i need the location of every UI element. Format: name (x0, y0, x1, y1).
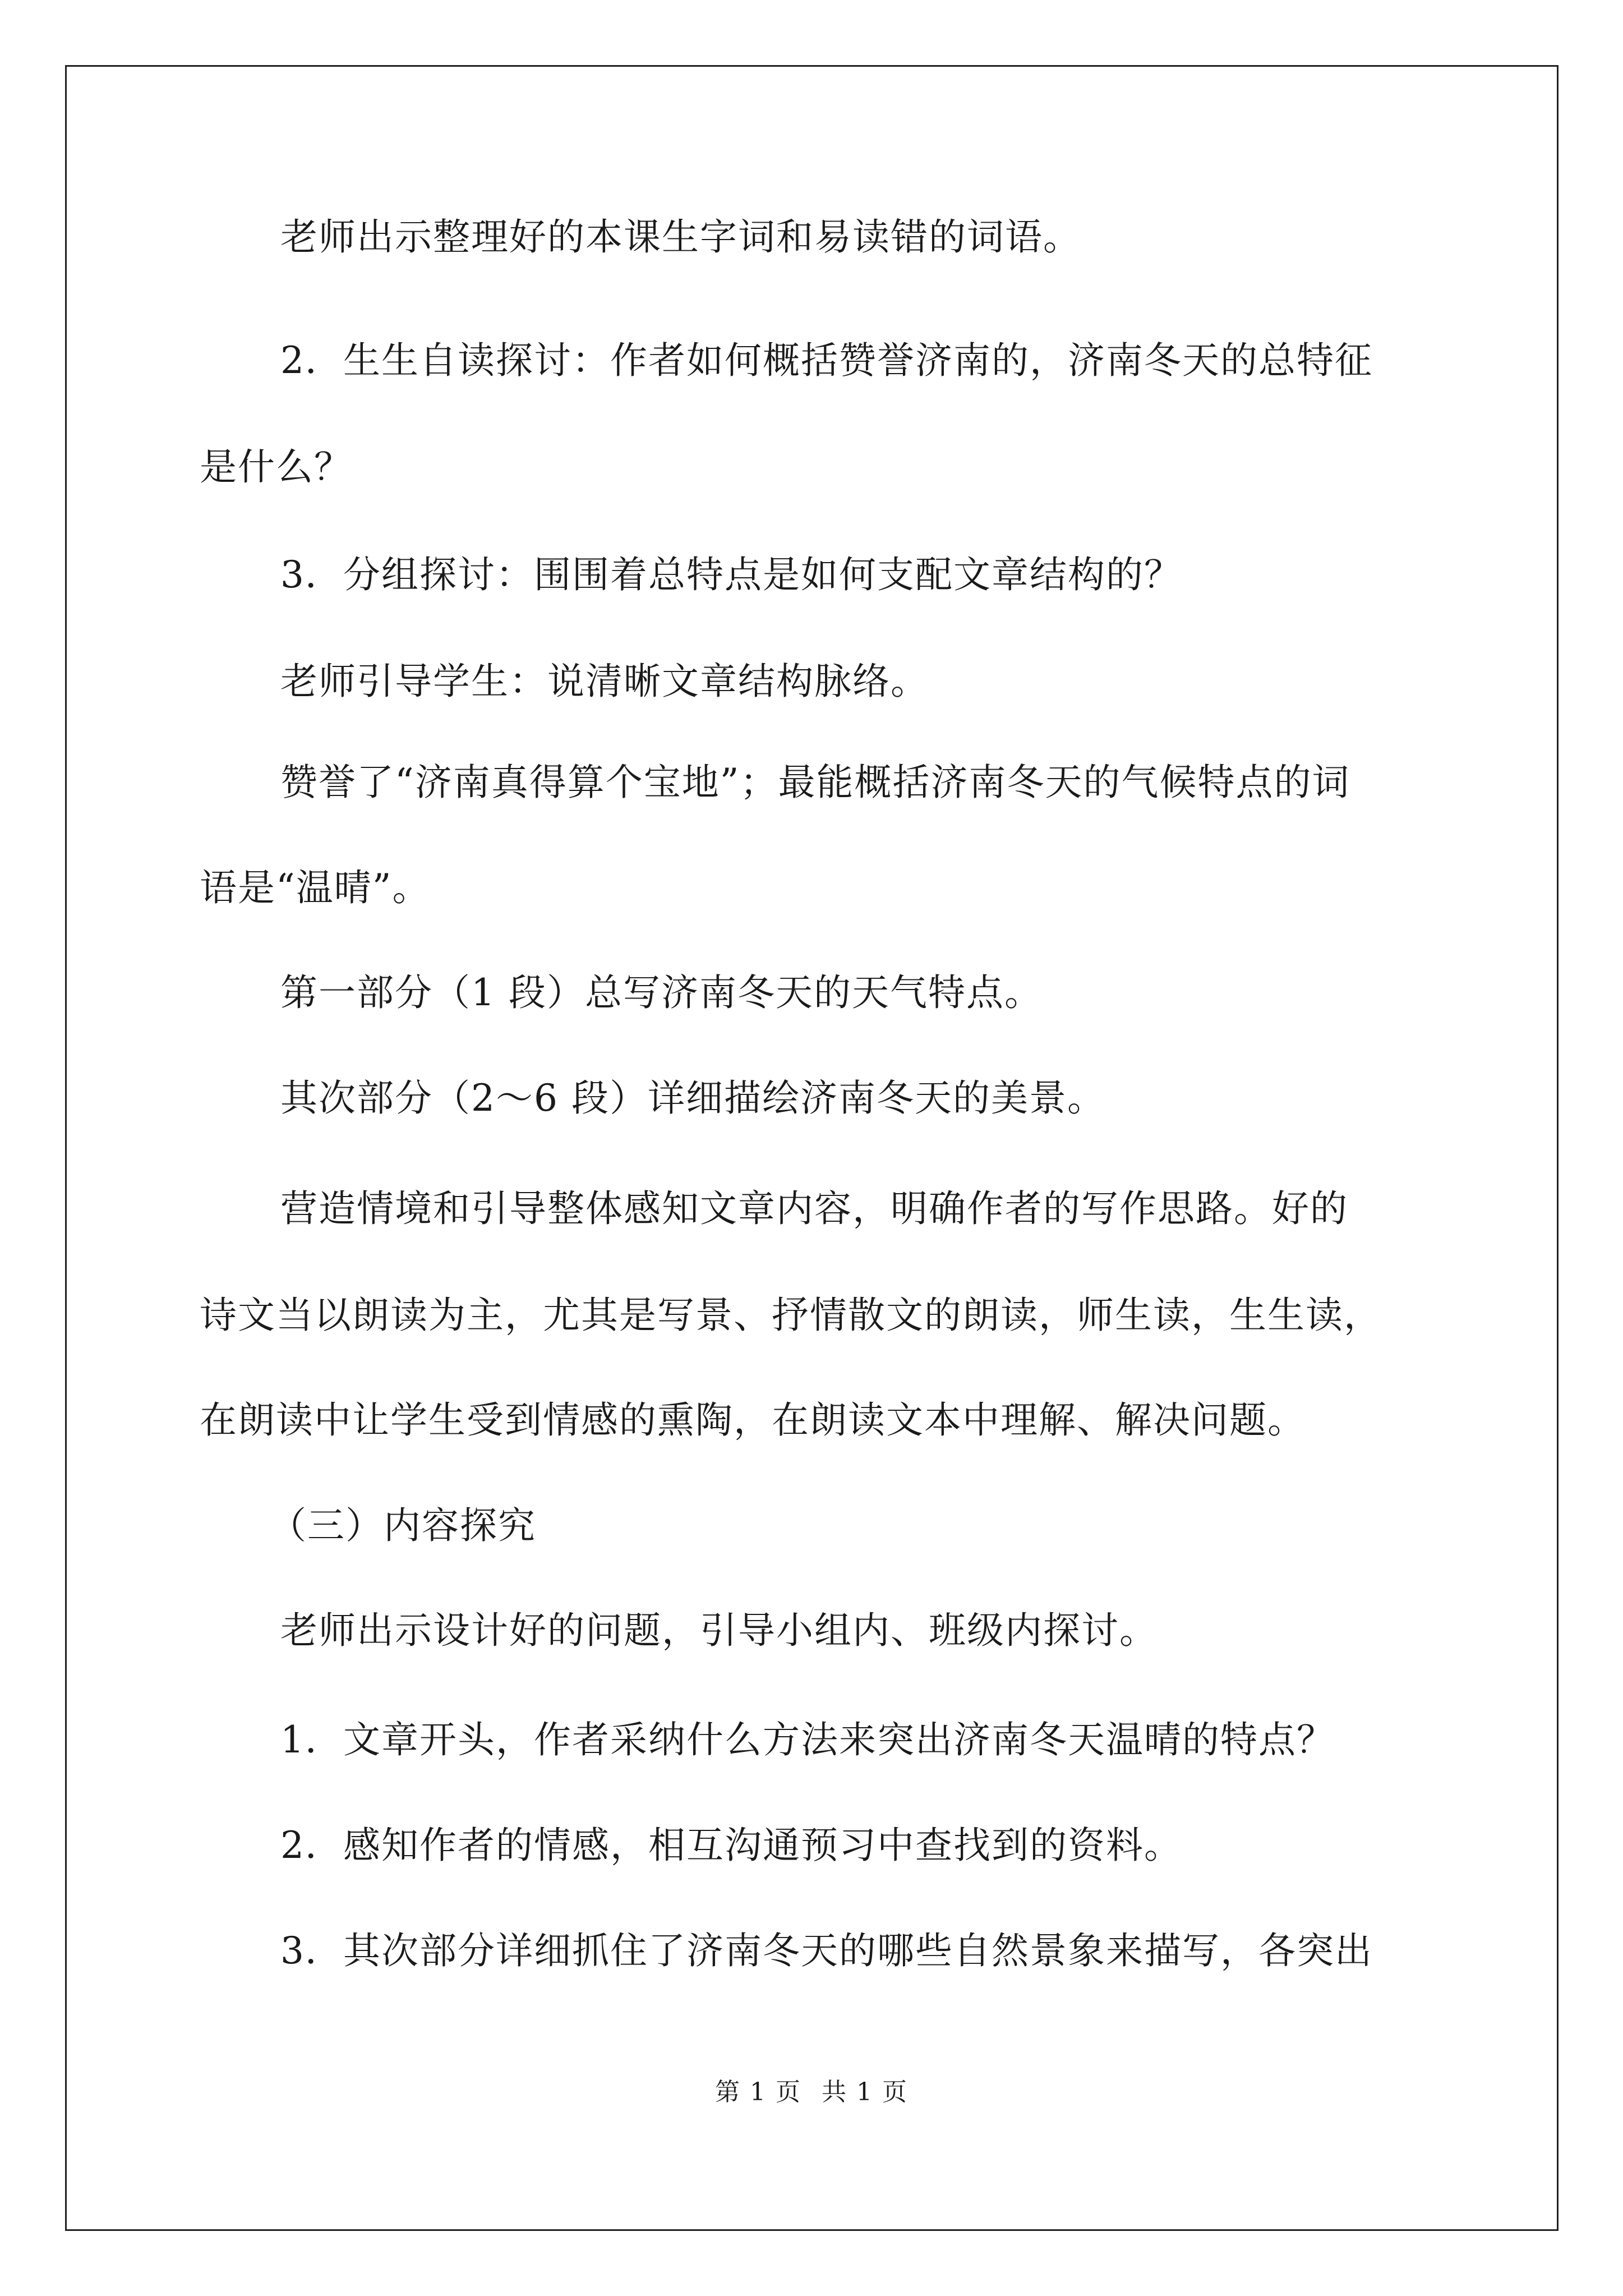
paragraph-line: 第一部分（1 段）总写济南冬天的天气特点。 (280, 971, 1043, 1014)
paragraph-line: 语是“温晴”。 (200, 866, 431, 909)
page-number: 第 1 页 (715, 2078, 801, 2106)
page-total: 共 1 页 (822, 2078, 908, 2106)
section-heading: （三）内容探究 (269, 1504, 536, 1547)
paragraph-line: 是什么？ (200, 445, 352, 489)
paragraph-line: 营造情境和引导整体感知文章内容，明确作者的写作思路。好的 (280, 1187, 1348, 1230)
paragraph-line: 在朗读中让学生受到情感的熏陶，在朗读文本中理解、解决问题。 (200, 1398, 1306, 1442)
paragraph-line: 3．分组探讨：围围着总特点是如何支配文章结构的？ (280, 553, 1182, 596)
page-border (65, 65, 1559, 2231)
paragraph-line: 诗文当以朗读为主，尤其是写景、抒情散文的朗读，师生读，生生读， (200, 1294, 1382, 1337)
paragraph-line: 老师引导学生：说清晰文章结构脉络。 (280, 660, 929, 703)
page-footer (0, 2076, 1623, 2109)
paragraph-line: 1．文章开头，作者采纳什么方法来突出济南冬天温晴的特点？ (280, 1718, 1335, 1761)
paragraph-line: 其次部分（2～6 段）详细描绘济南冬天的美景。 (280, 1076, 1105, 1120)
paragraph-line: 老师出示整理好的本课生字词和易读错的词语。 (280, 215, 1081, 259)
paragraph-line: 赞誉了“济南真得算个宝地”；最能概括济南冬天的气候特点的词 (280, 761, 1350, 804)
paragraph-line: 老师出示设计好的问题，引导小组内、班级内探讨。 (280, 1609, 1158, 1652)
paragraph-line: 2．生生自读探讨：作者如何概括赞誉济南的，济南冬天的总特征 (280, 339, 1373, 382)
paragraph-line: 3．其次部分详细抓住了济南冬天的哪些自然景象来描写，各突出 (280, 1929, 1373, 1972)
paragraph-line: 2．感知作者的情感，相互沟通预习中查找到的资料。 (280, 1824, 1182, 1867)
